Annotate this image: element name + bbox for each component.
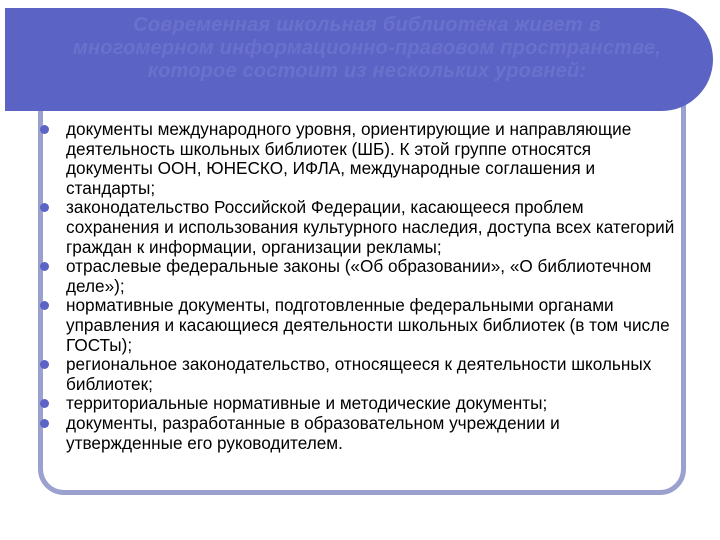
- list-item-text: территориальные нормативные и методические документы;: [66, 393, 548, 414]
- list-item: [0, 296, 700, 355]
- list-item: [0, 198, 700, 257]
- list-item-text: региональное законодательство, относящееся к деятельности школьных библиотек;: [66, 354, 652, 394]
- bullet-icon: [40, 301, 49, 310]
- list-item: [0, 414, 700, 453]
- list-item: [0, 355, 700, 394]
- bullet-list: [0, 120, 700, 453]
- bullet-icon: [40, 419, 49, 428]
- bullet-icon: [40, 203, 49, 212]
- bullet-icon: [40, 360, 49, 369]
- bullet-icon: [40, 262, 49, 271]
- list-item-text: нормативные документы, подготовленные федеральными органами управления и касающиеся деятельности школьных библиотек (в том числе ГОСТы);: [66, 295, 670, 355]
- bullet-icon: [40, 399, 49, 408]
- list-item-text: отраслевые федеральные законы («Об образовании», «О библиотечном деле»);: [66, 256, 652, 296]
- list-item-text: законодательство Российской Федерации, касающееся проблем сохранения и использования культурного наследия, доступа всех категорий граждан к информации, организации рекламы;: [66, 197, 675, 257]
- list-item: [0, 257, 700, 296]
- list-item: [0, 394, 700, 414]
- bullet-icon: [40, 125, 49, 134]
- list-item-text: документы международного уровня, ориентирующие и направляющие деятельность школьных библиотек (ШБ). К этой группе относятся документы ООН, ЮНЕСКО, ИФЛА, международные соглашения и стандарты;: [66, 119, 632, 198]
- list-item-text: документы, разработанные в образовательном учреждении и утвержденные его руководителем.: [66, 412, 560, 453]
- slide-title: Современная школьная библиотека живет в многомерном информационно-правовом пространстве, которое состоит из нескольких уровней:: [73, 14, 661, 82]
- list-item: [0, 120, 700, 198]
